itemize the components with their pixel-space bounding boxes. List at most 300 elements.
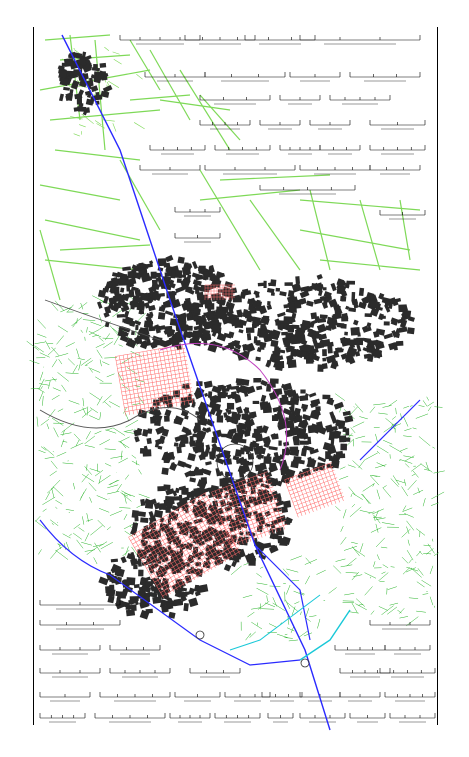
main-axes (40, 35, 420, 730)
road-line (130, 40, 160, 90)
parcel-line (119, 508, 130, 509)
city-block (165, 255, 173, 262)
parcel-line (109, 401, 120, 407)
parcel-line (77, 540, 84, 548)
road-section-diagram (385, 692, 435, 701)
city-block (340, 444, 347, 451)
parcel-line (250, 634, 251, 635)
parcel-line (304, 633, 312, 636)
parcel-line (69, 400, 80, 404)
city-block (120, 287, 124, 292)
zone-grid-line (123, 355, 133, 414)
city-block (351, 292, 355, 300)
parcel-line (404, 428, 411, 430)
city-block (227, 394, 233, 399)
parcel-line (85, 436, 95, 444)
parcel-line (96, 343, 105, 347)
city-block (236, 406, 243, 414)
city-block (132, 522, 139, 531)
city-block (307, 458, 314, 466)
city-block (291, 403, 295, 411)
parcel-line (110, 456, 122, 458)
parcel-line (89, 483, 96, 491)
parcel-line (42, 497, 55, 505)
parcel-line (409, 559, 412, 563)
roundabout-southeast (301, 659, 309, 667)
parcel-line (287, 602, 299, 611)
road-line (113, 52, 120, 54)
city-block (195, 422, 201, 430)
parcel-line (73, 533, 82, 539)
city-block (189, 477, 196, 482)
parcel-line (285, 634, 288, 635)
parcel-line (411, 464, 421, 472)
blue-axis-road (62, 35, 330, 730)
city-block (138, 570, 143, 577)
road-section-diagram (268, 713, 293, 722)
city-block (141, 539, 146, 546)
city-block (195, 319, 202, 325)
parcel-line (404, 417, 408, 427)
parcel-line (335, 394, 345, 401)
parcel-line (360, 510, 372, 513)
parcel-line (349, 487, 356, 496)
city-block (100, 63, 107, 68)
city-block (224, 281, 232, 288)
city-block (344, 415, 353, 422)
city-block (124, 311, 130, 319)
parcel-line (59, 359, 62, 364)
city-block (164, 409, 171, 416)
city-block (122, 266, 131, 271)
city-block (187, 453, 196, 461)
parcel-line (431, 503, 439, 506)
city-block (300, 389, 305, 393)
city-block (267, 304, 272, 310)
city-block (356, 344, 361, 351)
parcel-line (89, 415, 99, 419)
city-block (59, 94, 64, 102)
parcel-line (43, 509, 47, 512)
city-block (190, 436, 194, 444)
parcel-line (422, 580, 432, 586)
parcel-line (125, 430, 133, 432)
parcel-line (56, 547, 63, 551)
parcel-line (352, 493, 363, 500)
parcel-line (277, 634, 288, 638)
city-block (320, 314, 328, 318)
parcel-line (340, 467, 345, 470)
city-block (183, 463, 192, 469)
road-line (113, 123, 116, 131)
parcel-line (348, 465, 356, 468)
parcel-line (377, 451, 380, 454)
city-block (334, 402, 344, 410)
parcel-line (396, 408, 397, 414)
parcel-line (402, 557, 408, 563)
city-block (145, 581, 153, 586)
parcel-line (55, 301, 64, 311)
parcel-line (99, 475, 101, 484)
road-line (40, 230, 60, 300)
parcel-line (413, 471, 418, 477)
city-block (341, 324, 347, 329)
parcel-line (350, 507, 361, 517)
city-block (209, 273, 215, 280)
zone-grid-line (119, 356, 129, 415)
city-block (255, 357, 260, 361)
parcel-line (353, 422, 364, 428)
parcel-line (90, 393, 101, 400)
city-block (283, 500, 291, 508)
parcel-line (373, 561, 375, 567)
parcel-line (66, 509, 74, 510)
road-section-diagram (150, 145, 205, 154)
parcel-line (90, 525, 102, 535)
city-block (163, 484, 170, 490)
zone-grid-line (139, 352, 149, 411)
city-block (133, 297, 142, 303)
parcel-line (375, 434, 377, 443)
city-block (318, 456, 327, 462)
city-block (249, 558, 256, 566)
city-block (240, 379, 249, 386)
parcel-line (66, 373, 79, 374)
parcel-line (90, 322, 101, 326)
city-block (218, 385, 224, 390)
parcel-line (48, 348, 56, 355)
parcel-line (79, 302, 88, 309)
parcel-line (257, 583, 268, 585)
parcel-line (104, 357, 117, 358)
city-block (140, 499, 145, 506)
city-block (306, 358, 314, 364)
road-section-diagram (110, 668, 170, 677)
city-block (198, 303, 203, 307)
parcel-line (377, 490, 380, 500)
parcel-line (94, 557, 98, 564)
parcel-line (316, 570, 325, 574)
city-block (317, 274, 323, 280)
parcel-line (353, 575, 362, 577)
city-block (254, 336, 258, 343)
road-section-diagram (205, 165, 295, 174)
road-section-diagram (350, 713, 385, 722)
parcel-line (54, 428, 59, 438)
parcel-line (273, 597, 277, 606)
road-section-diagram (95, 713, 165, 722)
zone-grid-line (147, 351, 157, 410)
parcel-line (101, 542, 113, 549)
parcel-line (416, 551, 420, 556)
parcel-line (69, 534, 72, 536)
parcel-line (341, 537, 347, 544)
parcel-line (407, 550, 413, 560)
parcel-line (89, 367, 93, 372)
city-block (299, 395, 308, 401)
parcel-line (361, 494, 371, 504)
city-block (212, 437, 218, 443)
city-block (408, 316, 415, 322)
parcel-line (408, 480, 417, 490)
parcel-line (428, 402, 434, 406)
city-block (118, 591, 127, 598)
parcel-line (379, 606, 388, 610)
city-block (270, 378, 279, 383)
city-block (128, 598, 136, 605)
city-block (216, 311, 225, 319)
parcel-line (344, 593, 354, 595)
parcel-line (93, 544, 104, 547)
parcel-line (389, 445, 402, 452)
parcel-line (85, 466, 92, 474)
parcel-line (377, 463, 386, 467)
city-block (117, 314, 125, 318)
road-section-diagram (280, 145, 320, 154)
road-line (300, 230, 410, 250)
road-line (114, 59, 122, 64)
parcel-line (403, 506, 406, 511)
parcel-line (35, 346, 44, 352)
parcel-line (256, 573, 261, 577)
road-line (45, 220, 140, 240)
parcel-line (356, 599, 365, 607)
road-section-diagram (215, 145, 270, 154)
parcel-line (421, 464, 433, 473)
city-block (322, 358, 326, 362)
city-block (185, 286, 193, 293)
city-block (211, 324, 220, 333)
parcel-line (107, 527, 111, 530)
parcel-line (267, 595, 268, 601)
city-block (192, 261, 198, 269)
city-block (134, 436, 140, 442)
parcel-line (408, 540, 409, 546)
parcel-line (27, 341, 39, 350)
road-section-diagram (330, 95, 390, 104)
parcel-line (359, 417, 367, 419)
road-section-diagrams-bottom (40, 600, 435, 722)
parcel-line (251, 622, 262, 629)
parcel-line (294, 602, 299, 604)
road-section-diagram (300, 165, 370, 174)
parcel-line (55, 507, 57, 509)
road-section-diagram (175, 233, 220, 242)
parcel-line (365, 586, 373, 595)
parcel-line (103, 342, 113, 348)
zone-grid-line (289, 474, 336, 491)
city-block (307, 329, 312, 332)
city-block (192, 434, 201, 438)
parcel-line (61, 439, 64, 447)
road-section-diagram (300, 713, 345, 722)
parcel-line (341, 526, 344, 532)
city-block (343, 437, 351, 442)
city-block (370, 342, 375, 347)
city-block (247, 333, 251, 340)
city-block (194, 518, 204, 524)
parcel-line (51, 480, 60, 489)
parcel-line (412, 474, 416, 476)
city-block (194, 469, 203, 476)
city-block (310, 319, 318, 325)
parcel-line (83, 398, 84, 406)
road-section-diagram (350, 72, 420, 81)
city-block (363, 338, 371, 342)
city-block (187, 263, 191, 267)
city-block (323, 287, 327, 290)
parcel-line (52, 395, 60, 400)
parcel-line (405, 464, 409, 468)
parcel-line (424, 545, 431, 546)
city-block (347, 340, 355, 346)
city-block (164, 416, 170, 422)
city-block (279, 291, 286, 296)
parcel-line (74, 434, 81, 441)
parcel-line (377, 554, 379, 559)
zone-grid-line (293, 485, 340, 502)
parcel-line (329, 587, 337, 593)
parcel-line (76, 349, 79, 358)
city-block (183, 603, 188, 611)
city-block (325, 451, 331, 459)
city-block (315, 406, 320, 411)
city-block (255, 433, 263, 442)
blue-axis-east (360, 400, 420, 460)
parcel-line (132, 455, 136, 458)
parcel-line (286, 585, 290, 594)
city-block (253, 401, 259, 404)
parcel-line (105, 333, 110, 340)
city-block (133, 565, 137, 569)
parcel-line (99, 315, 102, 323)
parcel-line (124, 514, 127, 520)
parcel-line (105, 463, 111, 466)
city-block (93, 64, 98, 71)
road-section-diagram (40, 668, 100, 677)
road-section-diagram (225, 692, 270, 701)
parcel-line (335, 506, 340, 511)
city-block (300, 441, 309, 445)
city-block (396, 341, 403, 346)
parcel-line (419, 436, 430, 445)
parcel-line (343, 509, 346, 518)
city-block (152, 596, 162, 604)
road-line (79, 125, 86, 127)
parcel-line (383, 488, 391, 498)
city-block (165, 310, 174, 315)
parcel-line (94, 543, 100, 553)
parcel-line (402, 508, 412, 512)
city-block (186, 274, 191, 281)
city-block (195, 411, 200, 415)
parcel-line (58, 326, 68, 332)
parcel-line (83, 320, 95, 321)
parcel-line (90, 368, 100, 372)
city-block (154, 510, 163, 518)
parcel-line (434, 407, 442, 408)
parcel-line (419, 551, 422, 554)
city-block (314, 298, 323, 304)
city-block (290, 449, 299, 457)
parcel-line (333, 566, 341, 574)
parcel-line (55, 500, 62, 504)
city-block (146, 438, 151, 444)
city-block (118, 278, 126, 285)
city-block (249, 411, 257, 418)
city-block (259, 345, 264, 350)
city-block (204, 381, 213, 389)
parcel-line (45, 341, 50, 350)
road-line (200, 170, 260, 270)
city-block (114, 291, 119, 295)
parcel-line (110, 326, 119, 336)
parcel-line (90, 497, 92, 502)
city-block (238, 329, 243, 333)
parcel-line (383, 485, 387, 487)
road-line (82, 114, 94, 124)
road-section-diagram (170, 713, 210, 722)
road-section-diagram (310, 120, 350, 129)
city-block (196, 442, 204, 447)
city-block (279, 538, 288, 546)
parcel-line (81, 489, 87, 499)
parcel-line (118, 441, 129, 448)
city-block (140, 311, 144, 314)
parcel-line (50, 550, 57, 558)
parcel-line (135, 386, 140, 387)
parcel-line (125, 475, 129, 480)
parcel-line (95, 431, 102, 434)
city-block (253, 378, 261, 383)
road-section-diagram (40, 620, 120, 629)
parcel-line (413, 428, 417, 429)
parcel-line (423, 594, 429, 595)
parcel-line (42, 396, 43, 406)
city-block (149, 321, 153, 328)
city-block (161, 467, 168, 474)
parcel-line (47, 424, 49, 430)
parcel-line (120, 437, 130, 442)
parcel-line (373, 404, 385, 405)
city-block (353, 320, 359, 326)
parcel-line (97, 350, 102, 359)
road-line (60, 245, 150, 250)
parcel-line (113, 428, 125, 436)
parcel-line (121, 441, 126, 448)
parcel-line (81, 330, 83, 333)
city-block (306, 300, 314, 306)
parcel-line (287, 628, 294, 631)
parcel-line (100, 412, 101, 419)
road-section-diagram (190, 668, 240, 677)
road-section-diagram (370, 620, 430, 629)
parcel-line (388, 587, 397, 590)
parcel-line (51, 461, 57, 469)
parcel-line (37, 334, 46, 337)
city-block (228, 553, 235, 560)
city-block (114, 302, 122, 309)
parcel-line (378, 413, 387, 414)
parcel-line (55, 550, 68, 560)
parcel-line (257, 588, 269, 594)
city-block (98, 577, 108, 586)
road-line (50, 110, 160, 120)
parcel-line (60, 433, 71, 435)
city-block (295, 276, 300, 284)
parcel-line (106, 428, 113, 431)
parcel-line (63, 463, 74, 464)
